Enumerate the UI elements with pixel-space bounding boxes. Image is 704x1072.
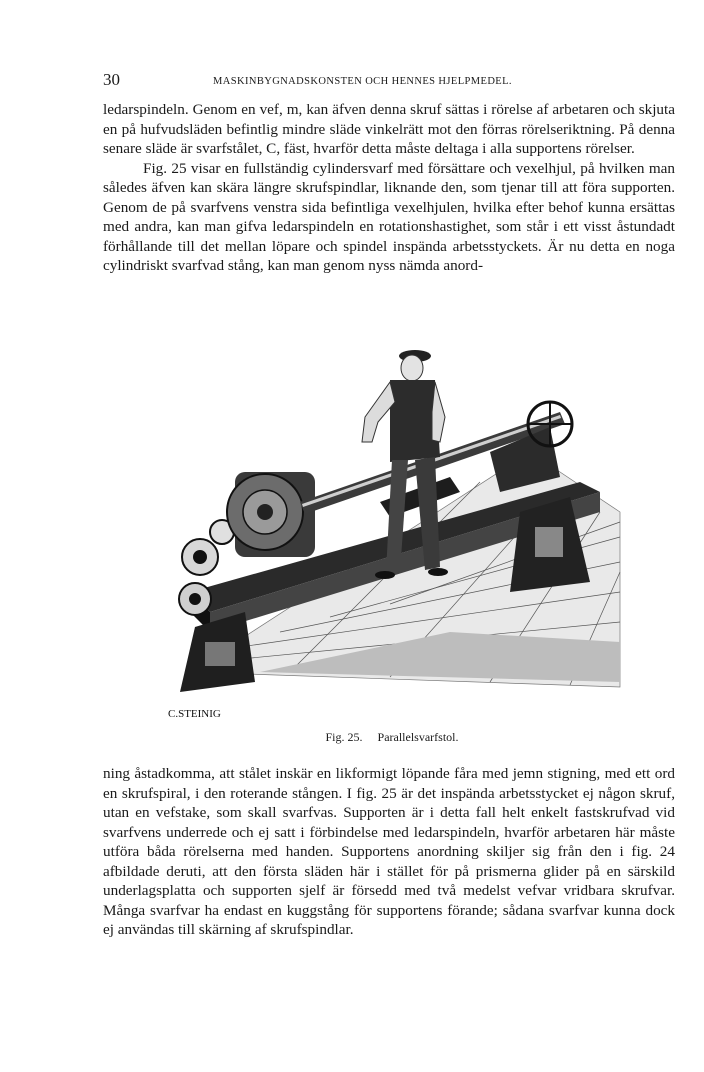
paragraph: ning åstadkomma, att stålet inskär en likformigt löpande fåra med jemn stigning, med ett ord en skrufspiral, i den roterande stången. I fig. 25 är det inspända arbetsstycket ej någon skruf, utan en vefstake, som skall svarfvas. Supporten är i detta fall helt enkelt fastskrufvad vid svarfvens underrede och ej satt i förbindelse med ledarspindeln, hvarför arbetaren här måste utföra båda rörelserna med handen. Supportens anordning skiljer sig från den i fig. 24 afbildade deruti, att den första släden här i stället för på prismerna glider på en särskild underlagsplatta och supporten sjelf är försedd med två medelst vefvar vridbara skrufvar. Många svarfvar ha endast en kuggstång för supportens förande; sådana svarfvar kunna dock ej användas till skärning af skrufspindlar.: [103, 765, 675, 938]
figure-title: Parallelsvarfstol.: [377, 730, 459, 744]
figure-caption: [0, 730, 704, 745]
lathe-illustration: [150, 342, 630, 722]
engraver-signature: C.STEINIG: [168, 708, 221, 720]
headstock: [227, 472, 315, 557]
lathe-engraving: [150, 342, 630, 722]
paragraph: ledarspindeln. Genom en vef, m, kan äfven denna skruf sättas i rörelse af arbetaren och skjuta en på hufvudsläden befintlig mindre släde vinkelrätt mot den förras rörelseriktning. På denna senare släde är svarfstålet, C, fäst, hvarför detta måste deltaga i alla supportens rörelser.: [103, 101, 675, 157]
page-number: 30: [103, 70, 120, 89]
left-leg: [180, 612, 255, 692]
body-text-bottom: [103, 764, 675, 940]
running-title: MASKINBYGNADSKONSTEN OCH HENNES HJELPMEDEL.: [213, 76, 512, 87]
page-header: [103, 70, 675, 90]
body-text-top: [103, 100, 675, 276]
paragraph: Fig. 25 visar en fullständig cylindersvarf med försättare och vexelhjul, på hvilken man således äfven kan skära längre skrufspindlar, liknande den, som tjenar till att föra supporten. Genom de på svarfvens venstra sida befintliga vexelhjulen, hvilka efter behof kunna ersättas med andra, kan man gifva ledarspindeln en rotationshastighet, som står i ett visst åstundadt förhållande till det mellan löpare och spindel inspända arbetsstyckets. Är nu detta en noga cylindriskt svarfvad stång, kan man genom nyss nämda anord-: [103, 159, 675, 274]
figure-label: Fig. 25.: [325, 730, 363, 744]
